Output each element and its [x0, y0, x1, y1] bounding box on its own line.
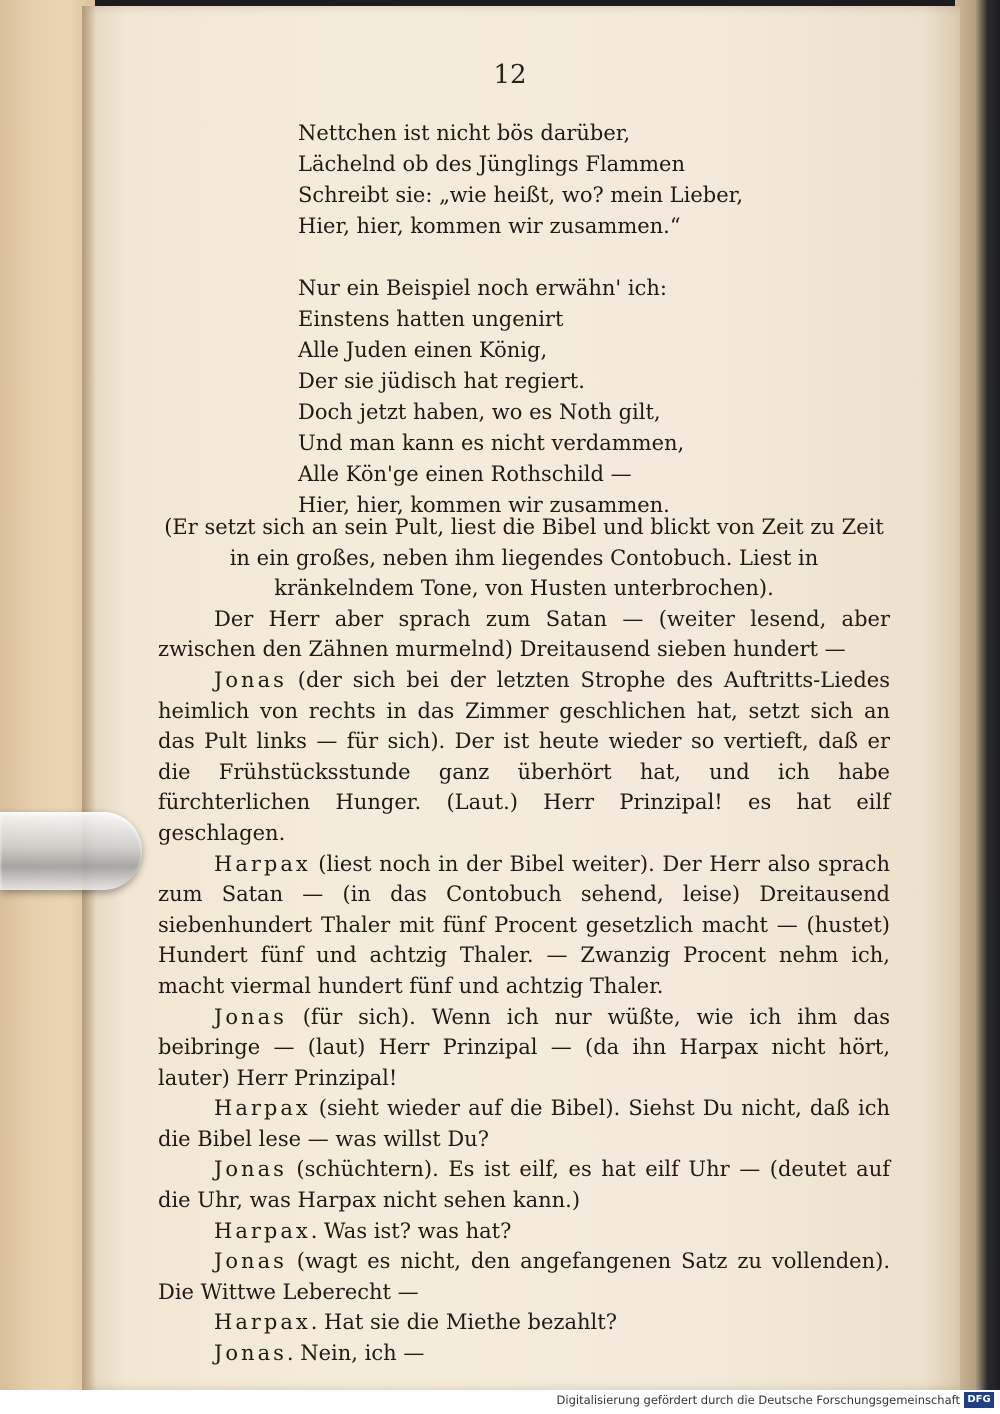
poem-line: Und man kann es nicht verdammen,	[298, 431, 685, 455]
speaker-name: Harpax	[214, 1218, 311, 1243]
dfg-logo-icon: DFG	[964, 1392, 994, 1408]
speaker-name: Harpax	[214, 1310, 311, 1335]
dialogue-text: (liest noch in der Bibel weiter). Der Herr also sprach zum Satan — (in das Contobuch sehend, leise) Dreitausend siebenhundert Thaler mit fünf Procent gesetzlich macht — (hustet) Hundert fünf und achtzig Thaler. — Zwanzig Procent nehm ich, macht viermal hundert fünf und achtzig Thaler.	[158, 851, 890, 998]
poem-line: Einstens hatten ungenirt	[298, 307, 564, 331]
poem-line: Nettchen ist nicht bös darüber,	[298, 121, 631, 145]
speaker-name: Jonas	[214, 1004, 287, 1029]
poem-line: Hier, hier, kommen wir zusammen.	[298, 493, 670, 517]
poem-line: Der sie jüdisch hat regiert.	[298, 369, 585, 393]
dialogue-line	[158, 1246, 890, 1307]
speaker-name: Jonas	[214, 1341, 287, 1366]
dialogue-text: . Hat sie die Miethe bezahlt?	[310, 1310, 617, 1335]
dialogue-text: . Nein, ich —	[286, 1341, 425, 1366]
poem	[298, 118, 778, 521]
poem-line: Alle Kön'ge einen Rothschild —	[298, 462, 632, 486]
dialogue-line	[158, 665, 890, 849]
footer-credit: Digitalisierung gefördert durch die Deutsche Forschungsgemeinschaft	[556, 1393, 960, 1407]
poem-line: Alle Juden einen König,	[298, 338, 548, 362]
dialogue-line	[158, 1093, 890, 1154]
stage-direction	[158, 512, 890, 604]
book-cover-edge-left	[0, 0, 95, 1390]
paragraph	[158, 604, 890, 665]
poem-line: Hier, hier, kommen wir zusammen.“	[298, 214, 681, 238]
speaker-name: Jonas	[214, 667, 287, 692]
speaker-name: Harpax	[214, 1096, 311, 1121]
dialogue-line	[158, 1154, 890, 1215]
dialogue-text: (wagt es nicht, den angefangenen Satz zu vollenden). Die Wittwe Leberecht —	[158, 1249, 890, 1304]
dialogue-line	[158, 1307, 890, 1338]
poem-line: Schreibt sie: „wie heißt, wo? mein Lieber,	[298, 183, 744, 207]
speaker-name: Harpax	[214, 851, 311, 876]
book-cover-edge-right	[955, 0, 1000, 1390]
dialogue-text: (schüchtern). Es ist eilf, es hat eilf Uhr — (deutet auf die Uhr, was Harpax nicht sehen kann.)	[158, 1157, 890, 1213]
dialogue-line	[158, 849, 890, 1002]
page-number: 12	[493, 60, 527, 90]
poem-line: Nur ein Beispiel noch erwähn' ich:	[298, 276, 667, 300]
poem-line: Doch jetzt haben, wo es Noth gilt,	[298, 400, 661, 424]
paragraph-text: Der Herr aber sprach zum Satan — (weiter lesend, aber zwischen den Zähnen murmelnd) Dreitausend sieben hundert —	[158, 606, 890, 662]
dialogue-line	[158, 1216, 890, 1247]
dialogue-text: (sieht wieder auf die Bibel). Siehst Du nicht, daß ich die Bibel lese — was willst Du?	[158, 1096, 890, 1151]
dialogue-text: . Was ist? was hat?	[310, 1218, 512, 1243]
stanza-gap	[298, 242, 778, 273]
dialogue-line	[158, 1002, 890, 1094]
glass-bookmark-clamp	[0, 812, 142, 890]
poem-line: Lächelnd ob des Jünglings Flammen	[298, 152, 685, 176]
prose-text	[158, 512, 890, 1369]
paragraph-text: (Er setzt sich an sein Pult, liest die Bibel und blickt von Zeit zu Zeit in ein großes, neben ihm liegendes Contobuch. Liest in kränkelndem Tone, von Husten unterbrochen).	[164, 515, 884, 601]
speaker-name: Jonas	[214, 1157, 287, 1182]
page-gutter-shadow	[82, 6, 96, 1390]
dialogue-text: (der sich bei der letzten Strophe des Auftritts-Liedes heimlich von rechts in das Zimmer geschlichen hat, setzt sich an das Pult links — für sich). Der ist heute wieder so vertieft, daß er die Frühstücksstunde ganz überhört hat, und ich habe fürchterlichen Hunger. (Laut.) Herr Prinzipal! es hat eilf geschlagen.	[158, 667, 890, 845]
dialogue-line	[158, 1338, 890, 1369]
speaker-name: Jonas	[214, 1249, 287, 1274]
dialogue-text: (für sich). Wenn ich nur wüßte, wie ich ihm das beibringe — (laut) Herr Prinzipal — (da ihn Harpax nicht hört, lauter) Herr Prinzipal!	[158, 1004, 890, 1090]
